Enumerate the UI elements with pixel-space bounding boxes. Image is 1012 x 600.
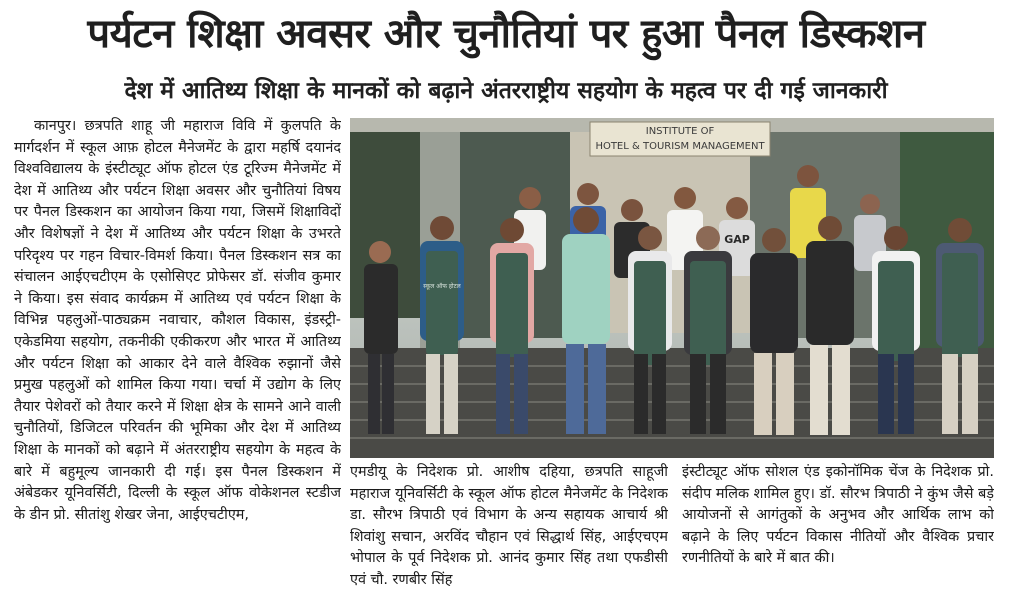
body-paragraph: इंस्टीट्यूट ऑफ सोशल एंड इकोनॉमिक चेंज के निदेशक प्रो. संदीप मलिक शामिल हुए। डॉ. सौरभ त्रिपाठी ने कुंभ जैसे बड़े आयोजनों से आगंतुकों के अनुभव और आर्थिक लाभ को बढ़ाने के लिए पर्यटन विकास नीतियों और वैश्विक प्रचार रणनीतियों के बारे में बात की। <box>682 464 994 567</box>
body-paragraph: कानपुर। छत्रपति शाहू जी महाराज विवि में कुलपति के मार्गदर्शन में स्कूल आफ़ होटल मैनेजमेंट के द्वारा महर्षि दयानंद विश्वविद्यालय के इंस्टीट्यूट ऑफ होटल एंड टूरिज्म मैनेजमेंट में देश में आतिथ्य और पर्यटन शिक्षा अवसर और चुनौतियां विषय पर पैनल डिस्कशन का आयोजन किया गया, जिसमें शिक्षाविदों और विशेषज्ञों ने देश में आतिथ्य और पर्यटन शिक्षा के उभरते परिदृश्य पर गहन विचार-विमर्श किया। पैनल डिस्कशन सत्र का संचालन आईएचटीएम के एसोसिएट प्रोफेसर डॉ. संजीव कुमार ने किया। इस संवाद कार्यक्रम में आतिथ्य एवं पर्यटन शिक्षा के विभिन्न पहलुओं-पाठ्यक्रम नवाचार, कौशल विकास, इंडस्ट्री-एकेडमिया सहयोग, तकनीकी एकीकरण और भारत में आतिथ्य और पर्यटन शिक्षा को आकार देने वाले वैश्विक रुझानों जैसे प्रमुख पहलुओं को शामिल किया गया। चर्चा में उद्योग के लिए तैयार पेशेवरों को तैयार करने में शिक्षा क्षेत्र के सामने आने वाली चुनौतियों, डिजिटल परिवर्तन की भूमिका और देश में आतिथ्य शिक्षा के मानकों को बढ़ाने में अंतरराष्ट्रीय सहयोग के महत्व के बारे में बहुमूल्य जानकारी दी गई। इस पैनल डिस्कशन में अंबेडकर यूनिवर्सिटी, दिल्ली के स्कूल ऑफ वोकेशनल स्टडीज के डीन प्रो. सीतांशु शेखर जेना, आईएचटीएम, <box>14 118 341 523</box>
body-paragraph: एमडीयू के निदेशक प्रो. आशीष दहिया, छत्रपति साहूजी महाराज यूनिवर्सिटी के स्कूल ऑफ होटल मैनेजमेंट के निदेशक डा. सौरभ त्रिपाठी एवं विभाग के अन्य सहायक आचार्य श्री शिवांशु सचान, अरविंद चौहान एवं सिद्धार्थ सिंह, आईएचएम भोपाल के पूर्व निदेशक प्रो. आनंद कुमार सिंह तथा एफडीसी एवं चौ. रणबीर सिंह <box>350 464 668 588</box>
article-body-left <box>14 116 341 600</box>
subheadline: देश में आतिथ्य शिक्षा के मानकों को बढ़ाने अंतरराष्ट्रीय सहयोग के महत्व पर दी गई जानकारी <box>124 78 888 104</box>
shirt-text: GAP <box>724 233 750 246</box>
headline: पर्यटन शिक्षा अवसर और चुनौतियां पर हुआ पैनल डिस्कशन <box>87 11 925 57</box>
article-body-right <box>682 462 994 600</box>
group-photo-illustration <box>350 118 994 458</box>
apron-text: स्कूल ऑफ होटल <box>423 283 461 290</box>
group-photo <box>350 118 994 458</box>
sign-line-1: INSTITUTE OF <box>645 126 715 137</box>
article-body-middle <box>350 462 668 600</box>
sign-line-2: HOTEL & TOURISM MANAGEMENT <box>595 141 765 152</box>
